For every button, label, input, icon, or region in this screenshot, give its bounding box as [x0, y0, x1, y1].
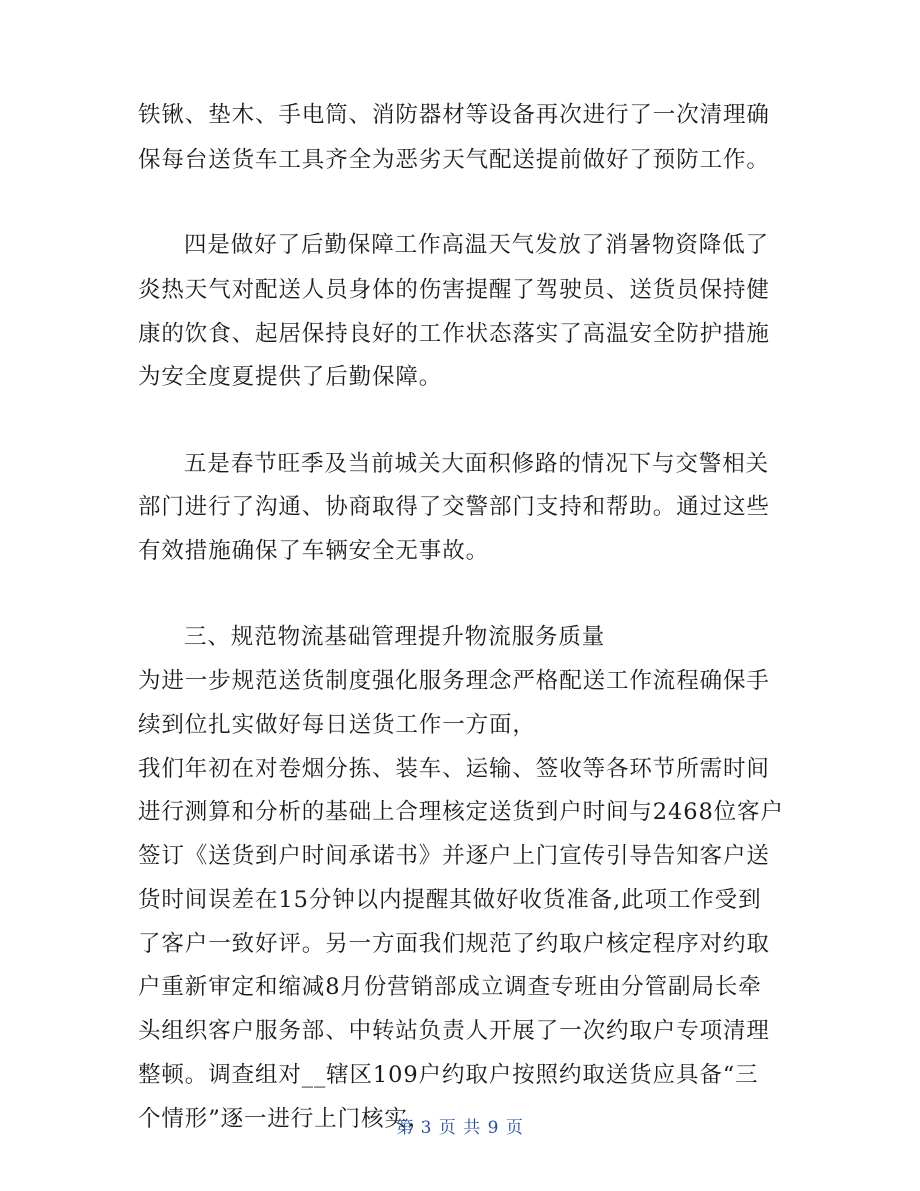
text-line-9: 有效措施确保了车辆安全无事故。 — [138, 538, 490, 564]
text-line-21: 个情形”逐一进行上门核实， — [138, 1106, 432, 1132]
text-line-4: 炎热天气对配送人员身体的伤害提醒了驾驶员、送货员保持健 — [138, 277, 770, 303]
text-line-13: 我们年初在对卷烟分拣、装车、运输、签收等各环节所需时间 — [138, 756, 770, 782]
text-line-1: 铁锹、垫木、手电筒、消防器材等设备再次进行了一次清理确 — [138, 102, 770, 128]
text-line-19: 头组织客户服务部、中转站负责人开展了一次约取户专项清理 — [138, 1018, 770, 1044]
text-line-17: 了客户一致好评。另一方面我们规范了约取户核定程序对约取 — [138, 931, 770, 957]
text-line-12: 续到位扎实做好每日送货工作一方面， — [138, 712, 536, 738]
text-line-11: 为进一步规范送货制度强化服务理念严格配送工作流程确保手 — [138, 668, 770, 694]
text-line-16: 货时间误差在15分钟以内提醒其做好收货准备,此项工作受到 — [138, 887, 762, 913]
text-line-15: 签订《送货到户时间承诺书》并逐户上门宣传引导告知客户送 — [138, 843, 770, 869]
text-line-5: 康的饮食、起居保持良好的工作状态落实了高温安全防护措施 — [138, 321, 770, 347]
text-line-3: 四是做好了后勤保障工作高温天气发放了消暑物资降低了 — [184, 232, 770, 258]
text-line-20: 整顿。调查组对__辖区109户约取户按照约取送货应具备“三 — [138, 1062, 759, 1088]
section-heading: 三、规范物流基础管理提升物流服务质量 — [184, 624, 606, 650]
text-line-6: 为安全度夏提供了后勤保障。 — [138, 364, 443, 390]
page-number-footer: 第 3 页 共 9 页 — [396, 1118, 524, 1138]
text-line-14: 进行测算和分析的基础上合理核定送货到户时间与2468位客户 — [138, 799, 784, 825]
text-line-8: 部门进行了沟通、协商取得了交警部门支持和帮助。通过这些 — [138, 494, 770, 520]
text-line-7: 五是春节旺季及当前城关大面积修路的情况下与交警相关 — [184, 451, 770, 477]
text-line-2: 保每台送货车工具齐全为恶劣天气配送提前做好了预防工作。 — [138, 147, 770, 173]
text-line-18: 户重新审定和缩减8月份营销部成立调查专班由分管副局长牵 — [138, 974, 762, 1000]
